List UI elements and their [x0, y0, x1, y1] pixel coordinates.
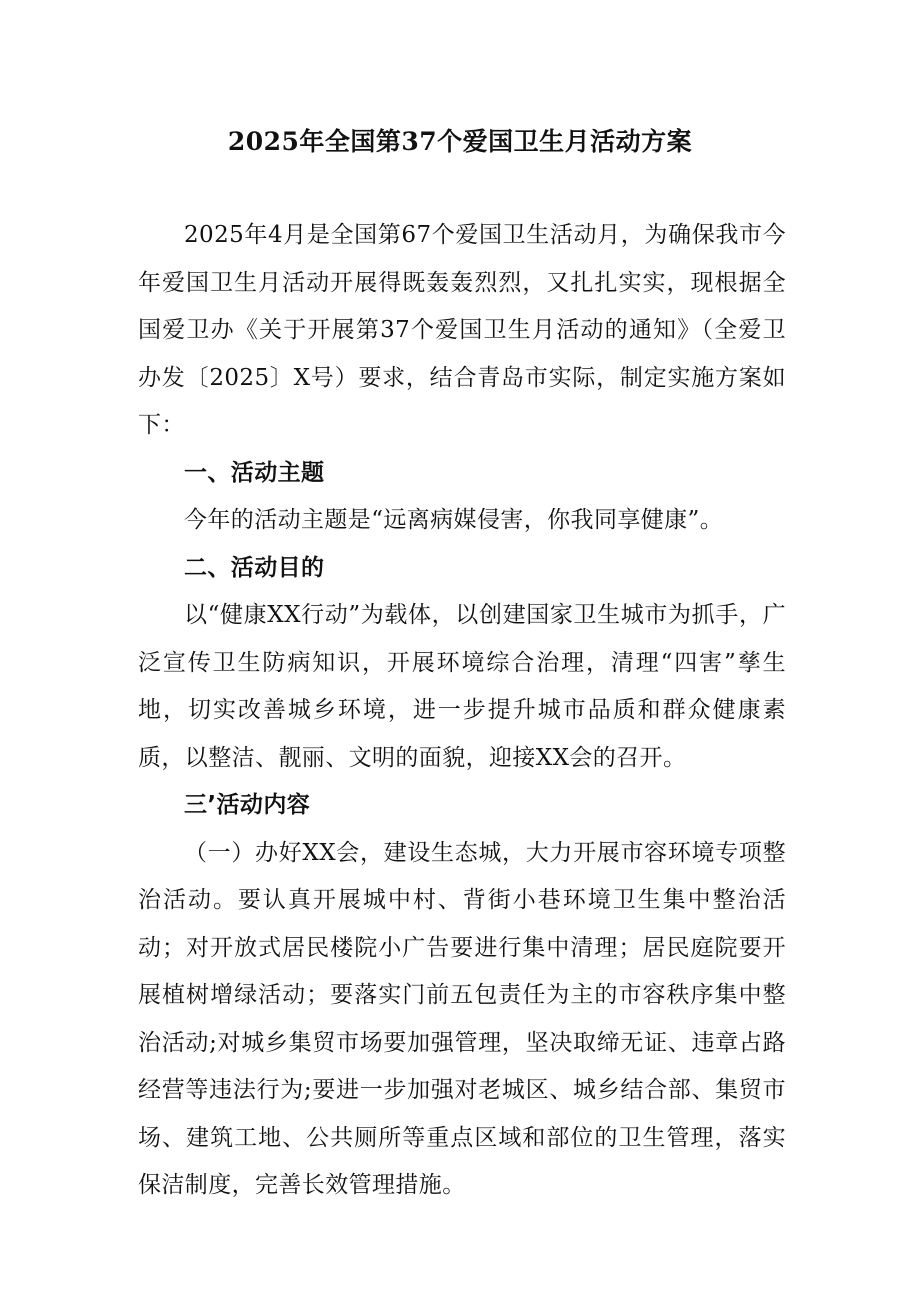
document-body: [138, 212, 786, 1210]
content-paragraph-1: （一）办好XX会，建设生态城，大力开展市容环境专项整治活动。要认真开展城中村、背街小巷环境卫生集中整治活动；对开放式居民楼院小广告要进行集中清理；居民庭院要开展植树增绿活动；要落实门前五包责任为主的市容秩序集中整治活动;对城乡集贸市场要加强管理，坚决取缔无证、违章占路经营等违法行为;要进一步加强对老城区、城乡结合部、集贸市场、建筑工地、公共厕所等重点区域和部位的卫生管理，落实保洁制度，完善长效管理措施。: [138, 839, 786, 1198]
section-heading-purpose: 二、活动目的: [184, 554, 325, 581]
section-heading-content: 三’活动内容: [184, 792, 311, 818]
document-title: 2025年全国第37个爱国卫生月活动方案: [227, 127, 693, 156]
theme-paragraph: 今年的活动主题是“远离病媒侵害，你我同享健康”。: [184, 507, 724, 533]
purpose-paragraph: 以“健康XX行动”为载体，以创建国家卫生城市为抓手，广泛宣传卫生防病知识，开展环境综合治理，清理“四害”孳生地，切实改善城乡环境，进一步提升城市品质和群众健康素质，以整洁、靓丽、文明的面貌，迎接XX会的召开。: [138, 602, 786, 771]
section-heading-theme: 一、活动主题: [184, 459, 325, 486]
intro-paragraph: 2025年4月是全国第67个爱国卫生活动月，为确保我市今年爱国卫生月活动开展得既轰轰烈烈，又扎扎实实，现根据全国爱卫办《关于开展第37个爱国卫生月活动的通知》（全爱卫办发〔2025〕X号）要求，结合青岛市实际，制定实施方案如下：: [138, 222, 786, 438]
